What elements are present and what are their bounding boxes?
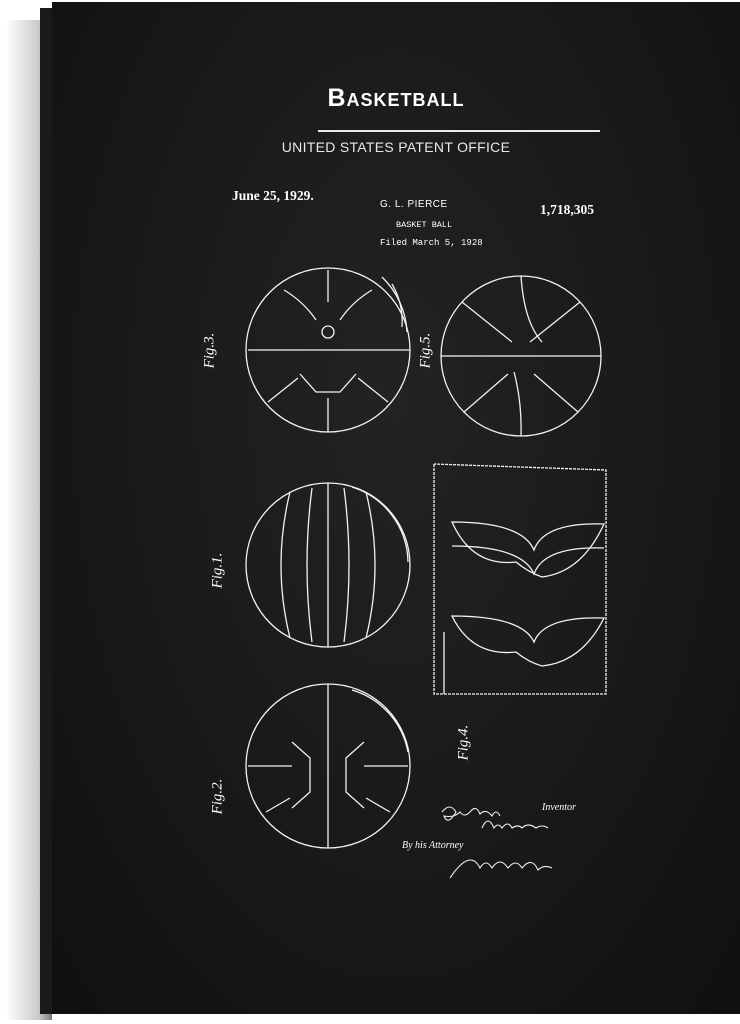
inventor-label: Inventor (542, 802, 576, 813)
patent-number: 1,718,305 (540, 202, 594, 217)
poster-title: Basketball (327, 84, 465, 112)
fig1-ball-drawing (246, 483, 410, 647)
fig3-label: Fig.3. (201, 332, 218, 369)
patent-date: June 25, 1929. (232, 188, 314, 203)
fig3-ball-drawing (246, 268, 410, 432)
poster-canvas (52, 2, 740, 1014)
patent-invention: BASKET BALL (396, 220, 453, 230)
fig1-label: Fig.1. (209, 552, 226, 589)
fig4-panel-drawing (434, 464, 606, 694)
fig2-label: Fig.2. (209, 778, 226, 815)
patent-drawing (52, 2, 740, 1014)
fig4-label: Fig.4. (455, 724, 472, 761)
poster-subtitle: UNITED STATES PATENT OFFICE (281, 139, 511, 155)
inventor-signature (442, 807, 548, 828)
patent-filed-date: Filed March 5, 1928 (380, 238, 483, 248)
attorney-label: By his Attorney (402, 840, 464, 851)
patent-inventor: G. L. PIERCE (380, 199, 448, 210)
attorney-signature (450, 860, 552, 878)
fig2-ball-drawing (246, 684, 410, 848)
fig5-ball-drawing (441, 276, 601, 436)
fig5-label: Fig.5. (417, 332, 434, 369)
